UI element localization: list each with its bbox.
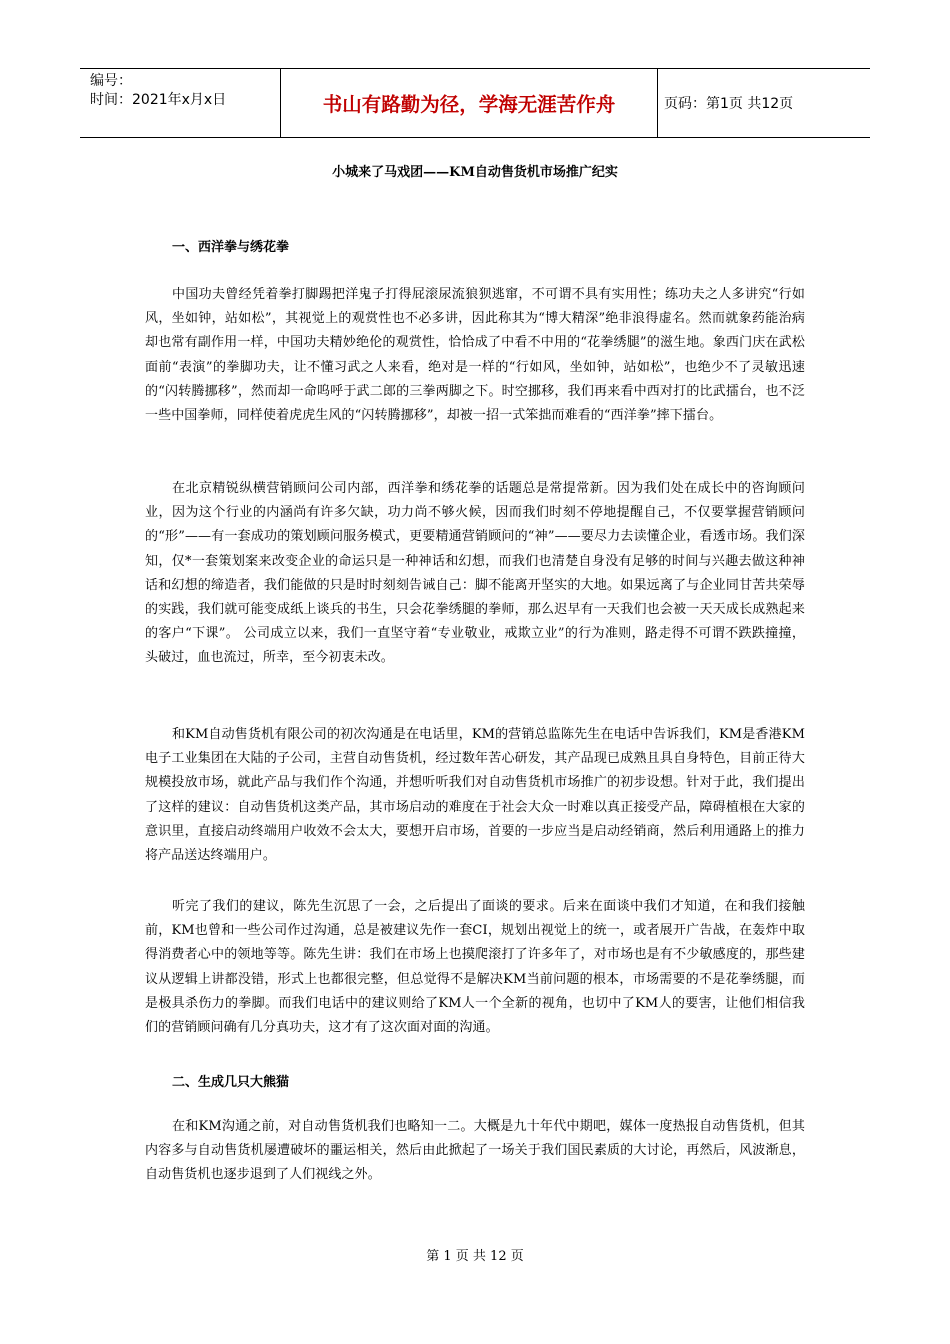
header-page-cell xyxy=(658,69,870,137)
document-number-label: 编号： xyxy=(90,73,132,89)
page-footer: 第 1 页 共 12 页 xyxy=(426,1249,524,1264)
header-meta-cell xyxy=(80,69,280,137)
paragraph: 和KM自动售货机有限公司的初次沟通是在电话里，KM的营销总监陈先生在电话中告诉我们，KM是香港KM电子工业集团在大陆的子公司，主营自动售货机，经过数年苦心研发，其产品现已成熟且具自身特色，目前正待大规模投放市场，就此产品与我们作个沟通，并想听听我们对自动售货机市场推广的初步设想。针对于此，我们提出了这样的建议：自动售货机这类产品，其市场启动的难度在于社会大众一时难以真正接受产品，障碍植根在大家的意识里，直接启动终端用户收效不会太大，要想开启市场，首要的一步应当是启动经销商，然后利用通路上的推力将产品送达终端用户。 xyxy=(145,727,805,864)
paragraph: 听完了我们的建议，陈先生沉思了一会，之后提出了面谈的要求。后来在面谈中我们才知道，在和我们接触前，KM也曾和一些公司作过沟通，总是被建议先作一套CI，规划出视觉上的统一，或者展开广告战，在轰炸中取得消费者心中的领地等等。陈先生讲：我们在市场上也摸爬滚打了许多年了，对市场也是有不少敏感度的，那些建议从逻辑上讲都没错，形式上也都很完整，但总觉得不是解决KM当前问题的根本，市场需要的不是花拳绣腿，而是极具杀伤力的拳脚。而我们电话中的建议则给了KM人一个全新的视角，也切中了KM人的要害，让他们相信我们的营销顾问确有几分真功夫，这才有了这次面对面的沟通。 xyxy=(145,899,805,1036)
paragraph: 中国功夫曾经凭着拳打脚踢把洋鬼子打得屁滚尿流狼狈逃窜，不可谓不具有实用性；练功夫之人多讲究“行如风，坐如钟，站如松”，其视觉上的观赏性也不必多讲，因此称其为“博大精深”绝非浪得虚名。然而就象药能治病却也常有副作用一样，中国功夫精妙绝伦的观赏性，恰恰成了中看不中用的“花拳绣腿”的滋生地。象西门庆在武松面前“表演”的拳脚功夫，让不懂习武之人来看，绝对是一样的“行如风，坐如钟，站如松”，也绝少不了灵敏迅速的“闪转腾挪移”，然而却一命呜呼于武二郎的三拳两脚之下。时空挪移，我们再来看中西对打的比武擂台，也不泛一些中国拳师，同样使着虎虎生风的“闪转腾挪移”，却被一招一式笨拙而难看的“西洋拳”摔下擂台。 xyxy=(145,287,805,424)
section-heading: 二、生成几只大熊猫 xyxy=(172,1075,290,1090)
paragraph: 在北京精锐纵横营销顾问公司内部，西洋拳和绣花拳的话题总是常提常新。因为我们处在成长中的咨询顾问业，因为这个行业的内涵尚有许多欠缺，功力尚不够火候，因而我们时刻不停地提醒自己，不仅要掌握营销顾问的“形”——有一套成功的策划顾问服务模式，更要精通营销顾问的“神”——要尽力去读懂企业，看透市场。我们深知，仅*一套策划案来改变企业的命运只是一种神话和幻想，而我们也清楚自身没有足够的时间与兴趣去做这种神话和幻想的缔造者，我们能做的只是时时刻刻告诫自己：脚不能离开坚实的大地。如果远离了与企业同甘苦共荣辱的实践，我们就可能变成纸上谈兵的书生，只会花拳绣腿的拳师，那么迟早有一天我们也会被一天天成长成熟起来的客户“下课”。 公司成立以来，我们一直坚守着“专业敬业，戒欺立业”的行为准则，路走得不可谓不跌跌撞撞，头破过，血也流过，所幸，至今初衷未改。 xyxy=(145,481,805,666)
header-table xyxy=(80,68,870,138)
section-heading: 一、西洋拳与绣花拳 xyxy=(172,240,290,255)
header-page-info: 页码：第1页 共12页 xyxy=(664,96,794,112)
paragraph: 在和KM沟通之前，对自动售货机我们也略知一二。大概是九十年代中期吧，媒体一度热报自动售货机，但其内容多与自动售货机屡遭破坏的噩运相关，然后由此掀起了一场关于我们国民素质的大讨论，再然后，风波渐息，自动售货机也逐步退到了人们视线之外。 xyxy=(145,1119,805,1183)
header-motto-cell xyxy=(280,69,658,137)
document-date: 时间：2021年x月x日 xyxy=(90,92,227,108)
document-title: 小城来了马戏团——KM自动售货机市场推广纪实 xyxy=(332,165,618,180)
header-motto: 书山有路勤为径，学海无涯苦作舟 xyxy=(322,93,616,116)
